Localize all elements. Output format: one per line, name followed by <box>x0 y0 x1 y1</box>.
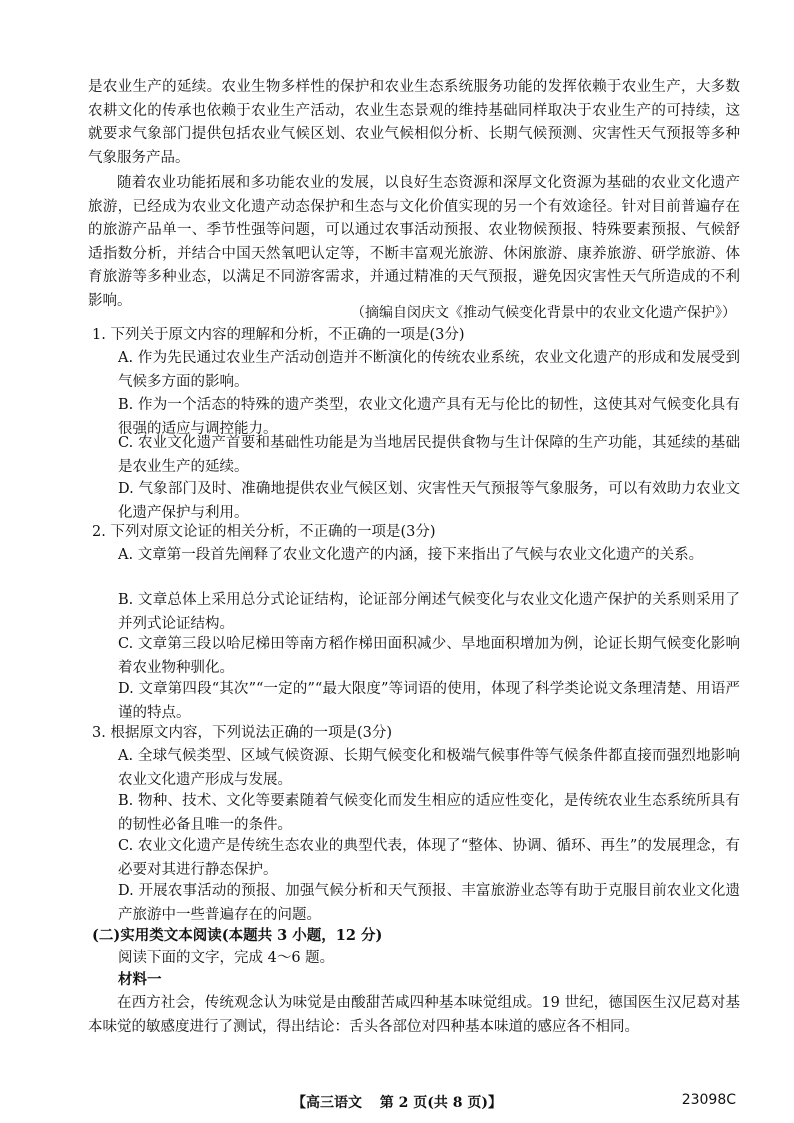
question-2-option-c: C. 文章第三段以哈尼梯田等南方稻作梯田面积减少、旱地面积增加为例，论证长期气候变化影响着农业物种驯化。 <box>118 636 740 676</box>
page-footer <box>0 1092 794 1112</box>
question-3-stem: 3. 根据原文内容，下列说法正确的一项是(3分) <box>92 725 392 741</box>
question-1-option-c: C. 农业文化遗产首要和基础性功能是为当地居民提供食物与生计保障的生产功能，其延续的基础是农业生产的延续。 <box>118 435 740 475</box>
paragraph-continuation: 是农业生产的延续。农业生物多样性的保护和农业生态系统服务功能的发挥依赖于农业生产，大多数农耕文化的传承也依赖于农业生产活动，农业生态景观的维持基础同样取决于农业生产的可持续，这就要求气象部门提供包括农业气候区划、农业气候相似分析、长期气候预测、灾害性天气预报等多种气象服务产品。 <box>88 79 740 166</box>
source-citation: （摘编自闵庆文《推动气候变化背景中的农业文化遗产保护》） <box>351 305 736 321</box>
paragraph-tourism: 随着农业功能拓展和多功能农业的发展，以良好生态资源和深厚文化资源为基础的农业文化遗产旅游，已经成为农业文化遗产动态保护和生态与文化价值实现的另一个有效途径。针对目前普遍存在的旅游产品单一、季节性强等问题，可以通过农事活动预报、农业物候预报、特殊要素预报、气候舒适指数分析，并结合中国天然氧吧认定等，不断丰富观光旅游、休闲旅游、康养旅游、研学旅游、体育旅游等多种业态，以满足不同游客需求，并通过精准的天气预报，避免因灾害性天气所造成的不利影响。 <box>88 175 740 309</box>
question-2-option-b: B. 文章总体上采用总分式论证结构，论证部分阐述气候变化与农业文化遗产保护的关系则采用了并列式论证结构。 <box>118 592 740 632</box>
question-1-option-d: D. 气象部门及时、准确地提供农业气候区划、灾害性天气预报等气象服务，可以有效助力农业文化遗产保护与利用。 <box>118 481 740 521</box>
exam-code: 23098C <box>681 1092 736 1108</box>
question-1-stem: 1. 下列关于原文内容的理解和分析，不正确的一项是(3分) <box>92 327 465 343</box>
question-2-option-d: D. 文章第四段“其次”“一定的”“最大限度”等词语的使用，体现了科学类论说文条理清楚、用语严谨的特点。 <box>118 681 740 721</box>
question-1-option-a: A. 作为先民通过农业生产活动创造并不断演化的传统农业系统，农业文化遗产的形成和发展受到气候多方面的影响。 <box>118 350 740 390</box>
section-heading: (二)实用类文本阅读(本题共 3 小题，12 分) <box>92 927 383 944</box>
material-label: 材料一 <box>118 971 162 988</box>
question-2-option-a: A. 文章第一段首先阐释了农业文化遗产的内涵，接下来指出了气候与农业文化遗产的关系。 <box>118 547 704 563</box>
footer-page-number: 第 2 页(共 8 页)】 <box>379 1095 503 1111</box>
question-2-stem: 2. 下列对原文论证的相关分析，不正确的一项是(3分) <box>92 524 436 540</box>
question-3-option-a: A. 全球气候类型、区域气候资源、长期气候变化和极端气候事件等气候条件都直接而强烈地影响农业文化遗产形成与发展。 <box>118 748 740 788</box>
question-1-option-b: B. 作为一个活态的特殊的遗产类型，农业文化遗产具有无与伦比的韧性，这使其对气候变化具有很强的适应与调控能力。 <box>118 397 740 437</box>
question-3-option-c: C. 农业文化遗产是传统生态农业的典型代表，体现了“整体、协调、循环、再生”的发展理念，有必要对其进行静态保护。 <box>118 838 740 878</box>
footer-subject: 【高三语文 <box>291 1095 362 1111</box>
reading-instruction: 阅读下面的文字，完成 4～6 题。 <box>118 950 335 966</box>
material-one-text: 在西方社会，传统观念认为味觉是由酸甜苦咸四种基本味觉组成。19 世纪，德国医生汉尼葛对基本味觉的敏感度进行了测试，得出结论：舌头各部位对四种基本味道的感应各不相同。 <box>88 995 740 1035</box>
question-3-option-d: D. 开展农事活动的预报、加强气候分析和天气预报、丰富旅游业态等有助于克服目前农业文化遗产旅游中一些普遍存在的问题。 <box>118 883 740 923</box>
question-3-option-b: B. 物种、技术、文化等要素随着气候变化而发生相应的适应性变化，是传统农业生态系统所具有的韧性必备且唯一的条件。 <box>118 793 740 833</box>
